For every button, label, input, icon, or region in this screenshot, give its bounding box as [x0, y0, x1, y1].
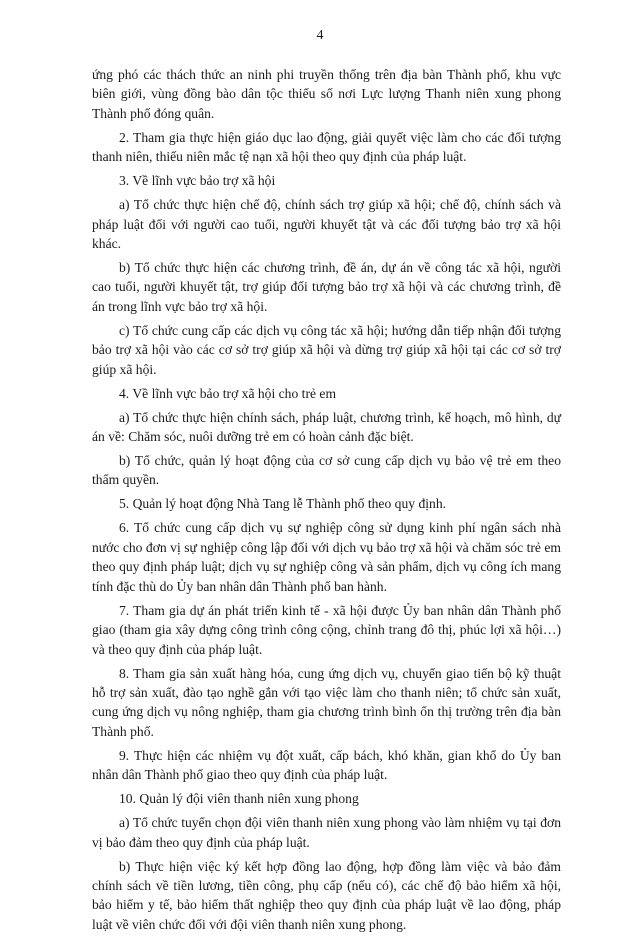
paragraph-item-7: 7. Tham gia dự án phát triển kinh tế - xã hội được Ủy ban nhân dân Thành phố giao (tham gia xây dựng công trình công cộng, chỉnh trang đô thị, phúc lợi xã hội…) và theo quy định của pháp luật.: [92, 602, 561, 657]
paragraph-item-4a: a) Tổ chức thực hiện chính sách, pháp luật, chương trình, kế hoạch, mô hình, dự án về: Chăm sóc, nuôi dưỡng trẻ em có hoàn cảnh đặc biệt.: [92, 409, 561, 445]
paragraph-item-3b: b) Tổ chức thực hiện các chương trình, đề án, dự án về công tác xã hội, người cao tuổi, người khuyết tật, trợ giúp đối tượng bảo trợ xã hội và các chương trình, đề án trong lĩnh vực bảo trợ xã hội.: [92, 260, 561, 314]
paragraph-item-9: 9. Thực hiện các nhiệm vụ đột xuất, cấp bách, khó khăn, gian khổ do Ủy ban nhân dân Thành phố giao theo quy định của pháp luật.: [92, 747, 561, 783]
paragraph-item-10b: b) Thực hiện việc ký kết hợp đồng lao động, hợp đồng làm việc và bảo đảm chính sách về tiền lương, tiền công, phụ cấp (nếu có), các chế độ bảo hiểm xã hội, bảo hiểm y tế, bảo hiểm thất nghiệp theo quy định của pháp luật về lao động, pháp luật về viên chức đối với đội viên thanh niên xung phong.: [92, 858, 561, 932]
paragraph-item-4b: b) Tổ chức, quản lý hoạt động của cơ sở cung cấp dịch vụ bảo vệ trẻ em theo thẩm quyền.: [92, 453, 561, 488]
paragraph-item-3a: a) Tổ chức thực hiện chế độ, chính sách trợ giúp xã hội; chế độ, chính sách và pháp luật đối với người cao tuổi, người khuyết tật và các đối tượng bảo trợ xã hội khác.: [92, 197, 561, 252]
document-body: [92, 65, 561, 939]
paragraph-continuation: ứng phó các thách thức an ninh phi truyền thống trên địa bàn Thành phố, khu vực biên giới, vùng đồng bào dân tộc thiểu số nơi Lực lượng Thanh niên xung phong Thành phố đóng quân.: [92, 67, 561, 121]
paragraph-item-10a: a) Tổ chức tuyển chọn đội viên thanh niên xung phong vào làm nhiệm vụ tại đơn vị bảo đảm theo quy định của pháp luật.: [92, 815, 561, 850]
paragraph-item-8: 8. Tham gia sản xuất hàng hóa, cung ứng dịch vụ, chuyển giao tiến bộ kỹ thuật hỗ trợ sản xuất, đào tạo nghề gắn với tạo việc làm cho thanh niên; tổ chức sản xuất, cung ứng dịch vụ nông nghiệp, tham gia chương trình bình ổn thị trường trên địa bàn Thành phố.: [92, 665, 561, 739]
paragraph-item-2: 2. Tham gia thực hiện giáo dục lao động, giải quyết việc làm cho các đối tượng thanh niên, thiếu niên mắc tệ nạn xã hội theo quy định của pháp luật.: [92, 129, 561, 165]
section-heading-4: 4. Về lĩnh vực bảo trợ xã hội cho trẻ em: [119, 385, 337, 401]
section-heading-3: 3. Về lĩnh vực bảo trợ xã hội: [119, 173, 276, 189]
paragraph-item-3c: c) Tổ chức cung cấp các dịch vụ công tác xã hội; hướng dẫn tiếp nhận đối tượng bảo trợ xã hội vào các cơ sở trợ giúp xã hội và dừng trợ giúp xã hội tại các cơ sở trợ giúp xã hội.: [92, 322, 561, 377]
paragraph-item-6: 6. Tổ chức cung cấp dịch vụ sự nghiệp công sử dụng kinh phí ngân sách nhà nước cho đơn vị sự nghiệp công lập đối với dịch vụ bảo trợ xã hội và chăm sóc trẻ em theo quy định pháp luật; dịch vụ sự nghiệp công và sản phẩm, dịch vụ công ích mang tính đặc thù do Ủy ban nhân dân Thành phố ban hành.: [92, 520, 561, 594]
page-number: 4: [316, 28, 324, 43]
paragraph-item-5: 5. Quản lý hoạt động Nhà Tang lễ Thành phố theo quy định.: [119, 496, 447, 512]
section-heading-10: 10. Quản lý đội viên thanh niên xung phong: [119, 791, 359, 807]
